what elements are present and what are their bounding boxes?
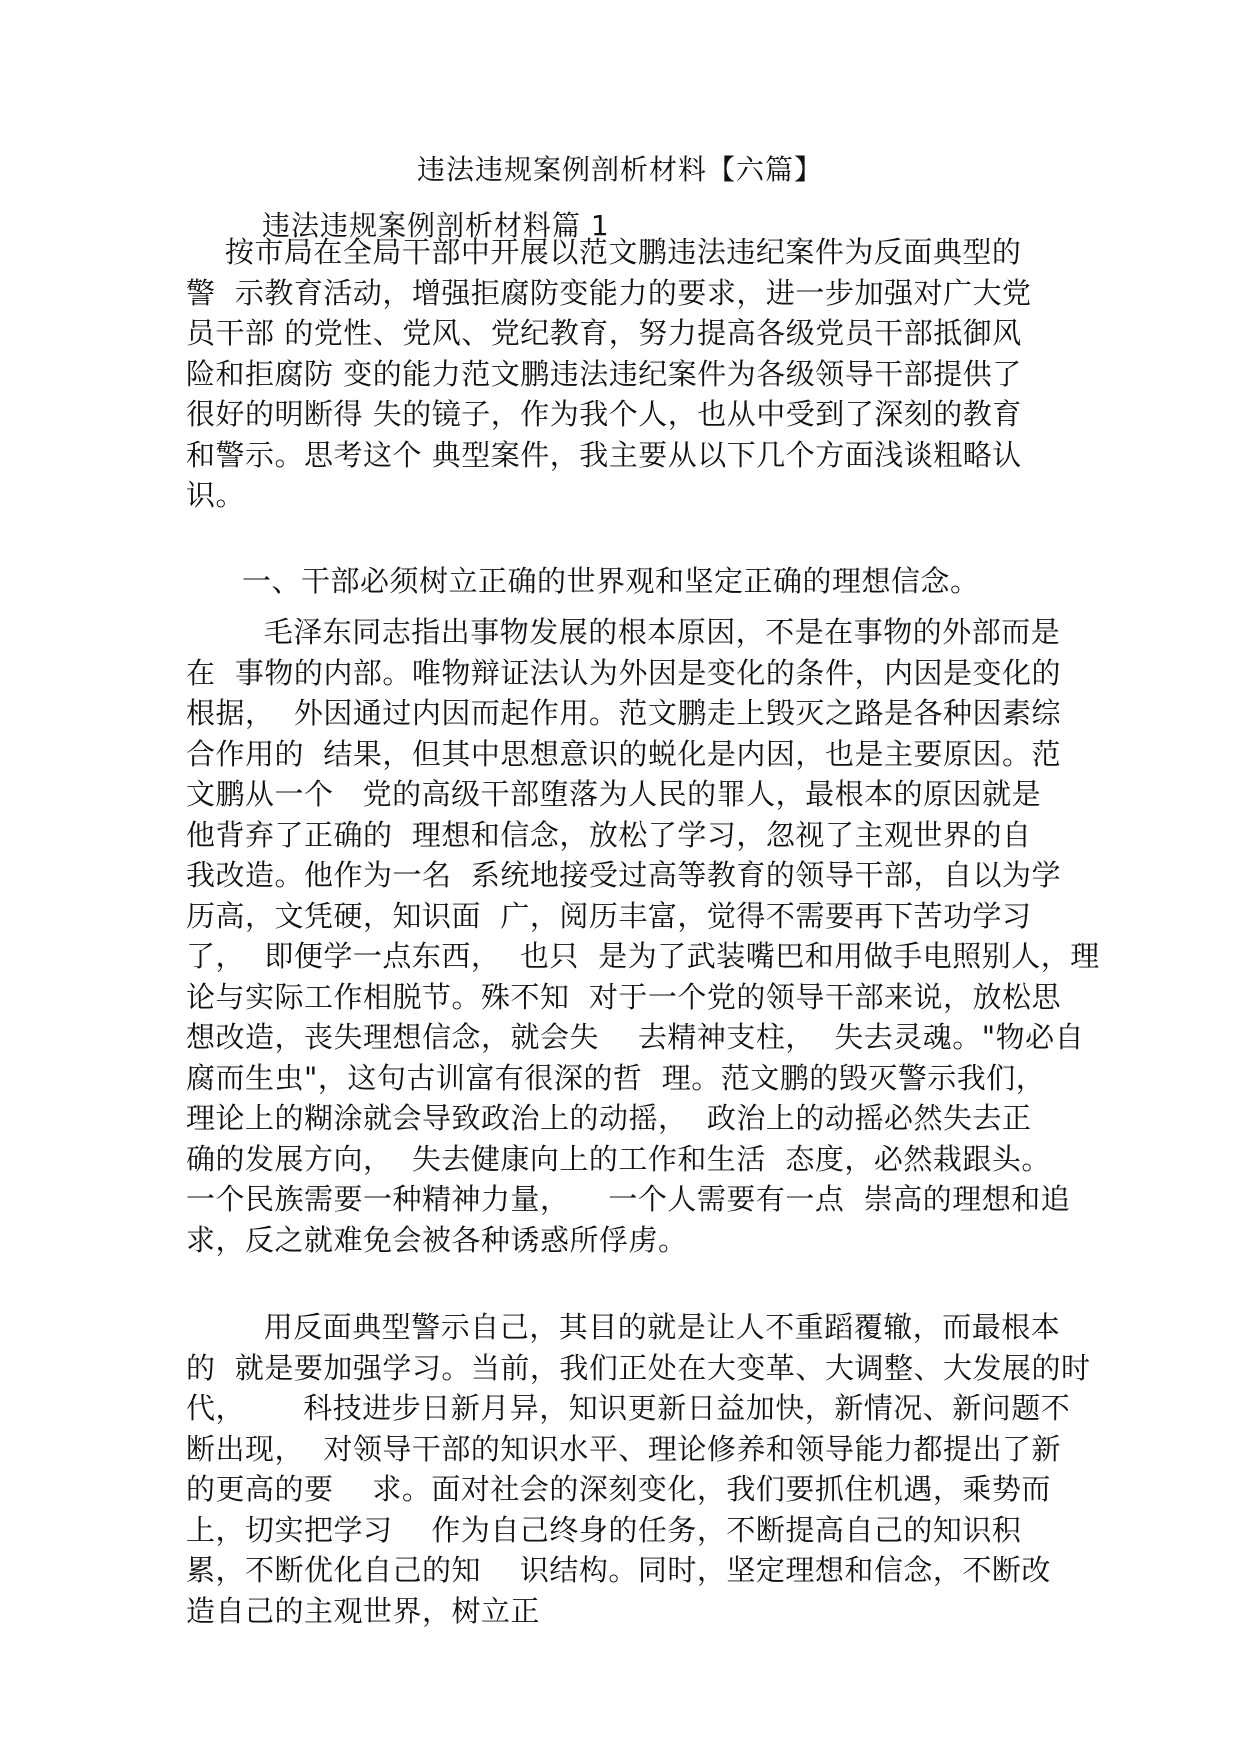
document-title: 违法违规案例剖析材料【六篇】 [416, 153, 823, 186]
section-heading-1: 一、干部必须树立正确的世界观和坚定正确的理想信念。 [242, 564, 980, 598]
paragraph-line: 造自己的主观世界，树立正 [186, 1593, 541, 1628]
paragraph-line: 识。 [186, 478, 246, 512]
paragraph-line: 警 示教育活动，增强拒腐防变能力的要求，进一步加强对广大党 [186, 275, 1032, 310]
paragraph-line: 代， 科技进步日新月异，知识更新日益加快，新情况、新问题不 [186, 1391, 1071, 1425]
paragraph-line: 求，反之就难免会被各种诱惑所俘虏。 [186, 1222, 688, 1257]
paragraph-line: 历高，文凭硬，知识面 广，阅历丰富，觉得不需要再下苦功学习 [186, 898, 1032, 933]
paragraph-line: 毛泽东同志指出事物发展的根本原因，不是在事物的外部而是 [186, 615, 1061, 649]
paragraph-line: 按市局在全局干部中开展以范文鹏违法违纪案件为反面典型的 [186, 235, 1022, 269]
paragraph-3 [186, 1307, 1091, 1631]
paragraph-line: 的 就是要加强学习。当前，我们正处在大变革、大调整、大发展的时 [186, 1350, 1091, 1385]
paragraph-line: 的更高的要 求。面对社会的深刻变化，我们要抓住机遇，乘势而 [186, 1472, 1051, 1506]
paragraph-line: 了， 即便学一点东西， 也只 是为了武装嘴巴和用做手电照别人，理 [186, 939, 1100, 973]
paragraph-line: 险和拒腐防 变的能力范文鹏违法违纪案件为各级领导干部提供了 [186, 356, 1022, 391]
paragraph-line: 想改造，丧失理想信念，就会失 去精神支柱， 失去灵魂。"物必自 [186, 1020, 1085, 1054]
paragraph-line: 我改造。他作为一名 系统地接受过高等教育的领导干部，自以为学 [186, 858, 1061, 892]
paragraph-line: 累，不断优化自己的知 识结构。同时，坚定理想和信念，不断改 [186, 1553, 1051, 1587]
paragraph-line: 腐而生虫"，这句古训富有很深的哲 理。范文鹏的毁灭警示我们， [186, 1060, 1046, 1095]
paragraph-line: 确的发展方向， 失去健康向上的工作和生活 态度，必然栽跟头。 [186, 1141, 1051, 1176]
paragraph-line: 文鹏从一个 党的高级干部堕落为人民的罪人，最根本的原因就是 [186, 777, 1042, 811]
paragraph-1 [186, 232, 1076, 516]
paragraph-2 [186, 612, 1100, 1260]
paragraph-line: 论与实际工作相脱节。殊不知 对于一个党的领导干部来说，放松思 [186, 979, 1061, 1014]
paragraph-line: 和警示。思考这个 典型案件，我主要从以下几个方面浅谈粗略认 [186, 437, 1022, 472]
paragraph-line: 在 事物的内部。唯物辩证法认为外因是变化的条件，内因是变化的 [186, 655, 1061, 690]
paragraph-line: 合作用的 结果，但其中思想意识的蜕化是内因，也是主要原因。范 [186, 736, 1061, 771]
paragraph-line: 很好的明断得 失的镜子，作为我个人，也从中受到了深刻的教育 [186, 397, 1022, 431]
paragraph-line: 理论上的糊涂就会导致政治上的动摇， 政治上的动摇必然失去正 [186, 1101, 1032, 1135]
paragraph-line: 用反面典型警示自己，其目的就是让人不重蹈覆辙，而最根本 [186, 1310, 1061, 1344]
paragraph-line: 根据， 外因通过内因而起作用。范文鹏走上毁灭之路是各种因素综 [186, 696, 1061, 730]
paragraph-line: 他背弃了正确的 理想和信念，放松了学习，忽视了主观世界的自 [186, 817, 1032, 852]
paragraph-line: 员干部 的党性、党风、党纪教育，努力提高各级党员干部抵御风 [186, 316, 1022, 350]
section-title: 违法违规案例剖析材料篇 1 [262, 209, 610, 242]
paragraph-line: 上，切实把学习 作为自己终身的任务，不断提高自己的知识积 [186, 1512, 1022, 1547]
paragraph-line: 断出现， 对领导干部的知识水平、理论修养和领导能力都提出了新 [186, 1431, 1061, 1466]
paragraph-line: 一个民族需要一种精神力量， 一个人需要有一点 崇高的理想和追 [186, 1182, 1071, 1216]
